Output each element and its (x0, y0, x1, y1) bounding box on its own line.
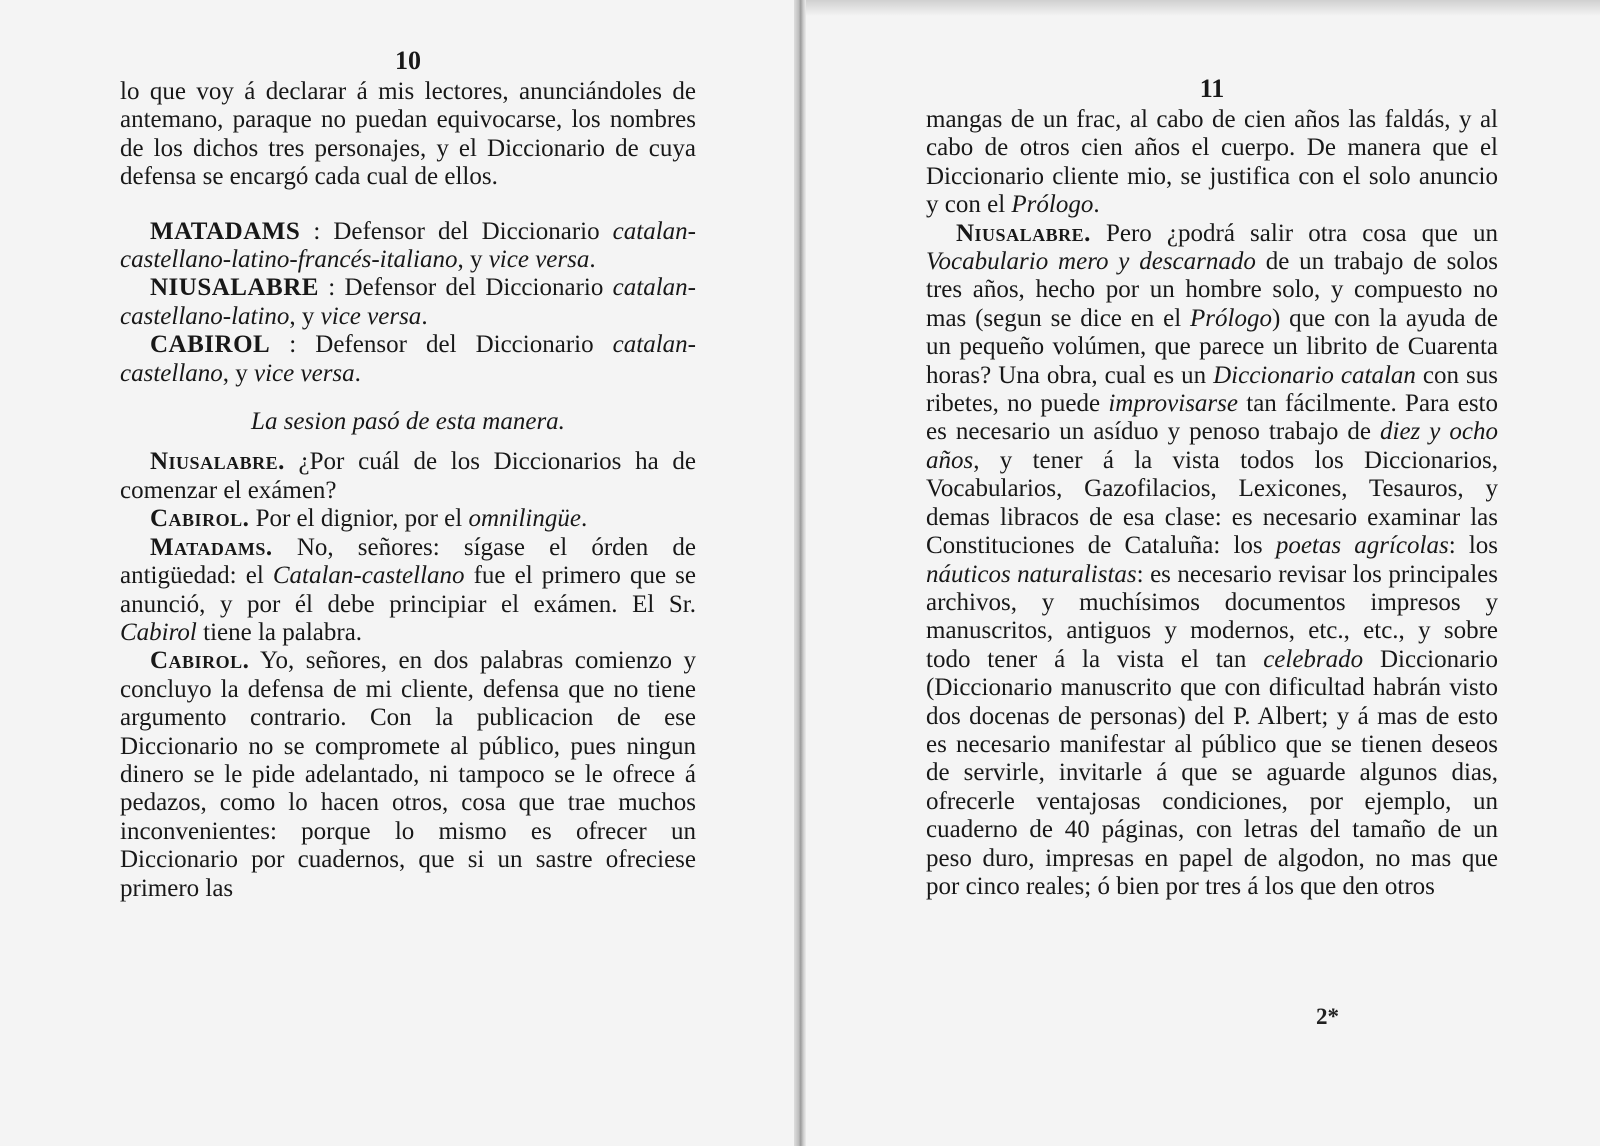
printer-signature-mark: 2* (1316, 1004, 1339, 1029)
continuation-paragraph: mangas de un frac, al cabo de cien años las faldás, y al cabo de otros cien años el cuerpo. De manera que el Diccionario cliente mio, se justifica con el solo anuncio y con el Prólogo. (926, 106, 1498, 219)
dialogue-line: Matadams. No, señores: sígase el órden de antigüedad: el Catalan-castellano fue el primero que se anunció, y por él debe principiar el exámen. El Sr. Cabirol tiene la palabra. (120, 533, 696, 646)
definition-matadams: MATADAMS : Defensor del Diccionario catalan-castellano-latino-francés-italiano, y vice versa. (120, 217, 696, 274)
speaker-name: Niusalabre. (956, 219, 1091, 247)
page-number-left: 10 (395, 46, 421, 75)
page-number-right: 11 (1199, 74, 1225, 103)
definition-cabirol: CABIROL : Defensor del Diccionario catalan-castellano, y vice versa. (120, 331, 696, 387)
speaker-name: Cabirol. (150, 505, 250, 533)
definition-name: MATADAMS (150, 217, 301, 245)
session-heading: La sesion pasó de esta manera. (251, 408, 565, 436)
dialogue-line: Niusalabre. Pero ¿podrá salir otra cosa que un Vocabulario mero y descarnado de un trabajo de solos tres años, hecho por un hombre solo, y compuesto no mas (segun se dice en el Prólogo) que con la ayuda de un pequeño volúmen, que parece un librito de Cuarenta horas? Una obra, cual es un Diccionario catalan con sus ribetes, no puede improvisarse tan fácilmente. Para esto es necesario un asíduo y penoso trabajo de diez y ocho años, y tener á la vista todos los Diccionarios, Vocabularios, Gazofilacios, Lexicones, Tesauros, y demas libracos de esa clase: es necesario examinar las Constituciones de Cataluña: los poetas agrícolas: los náuticos naturalistas: es necesario revisar los principales archivos, y muchísimos documentos impresos y manuscritos, antiguos y modernos, etc., etc., y sobre todo tener á la vista el tan celebrado Diccionario (Diccionario manuscrito que con dificultad habrán visto dos docenas de personas) del P. Albert; y á mas de esto es necesario manifestar al público que se tienen deseos de servirle, invitarle á que se aguarde algunos dias, ofrecerle ventajosas condiciones, por ejemplo, un cuaderno de 40 páginas, con letras del tamaño de un peso duro, impresas en papel de algodon, no mas que por cinco reales; ó bien por tres á los que den otros (926, 219, 1499, 900)
intro-paragraph: lo que voy á declarar á mis lectores, anunciándoles de antemano, paraque no puedan equivocarse, los nombres de los dichos tres personajes, y el Diccionario de cuya defensa se encargó cada cual de ellos. (120, 78, 696, 191)
speaker-name: Niusalabre. (150, 448, 285, 476)
dialogue-line: Cabirol. Yo, señores, en dos palabras comienzo y concluyo la defensa de mi cliente, defensa que no tiene argumento contrario. Con la publicacion de ese Diccionario no se compromete al público, pues ningun dinero se le pide adelantado, ni tampoco se le ofrece á pedazos, como lo hacen otros, cosa que trae muchos inconvenientes: porque lo mismo es ofrecer un Diccionario por cuadernos, que si un sastre ofreciese primero las (120, 647, 696, 902)
definition-name: NIUSALABRE (150, 274, 319, 302)
definition-name: CABIROL (150, 331, 271, 359)
book-gutter (794, 0, 806, 1146)
character-definitions (120, 218, 696, 388)
page-edge-shadow (806, 0, 1600, 16)
right-page-text (926, 72, 1498, 901)
speaker-name: Cabirol. (150, 647, 250, 675)
dialogue-line: Cabirol. Por el dignior, por el omnilingüe. (150, 505, 588, 533)
left-page-text (120, 44, 696, 903)
dialogue-line: Niusalabre. ¿Por cuál de los Diccionarios ha de comenzar el exámen? (120, 448, 696, 504)
definition-niusalabre: NIUSALABRE : Defensor del Diccionario catalan-castellano-latino, y vice versa. (120, 274, 696, 330)
speaker-name: Matadams. (150, 533, 273, 561)
